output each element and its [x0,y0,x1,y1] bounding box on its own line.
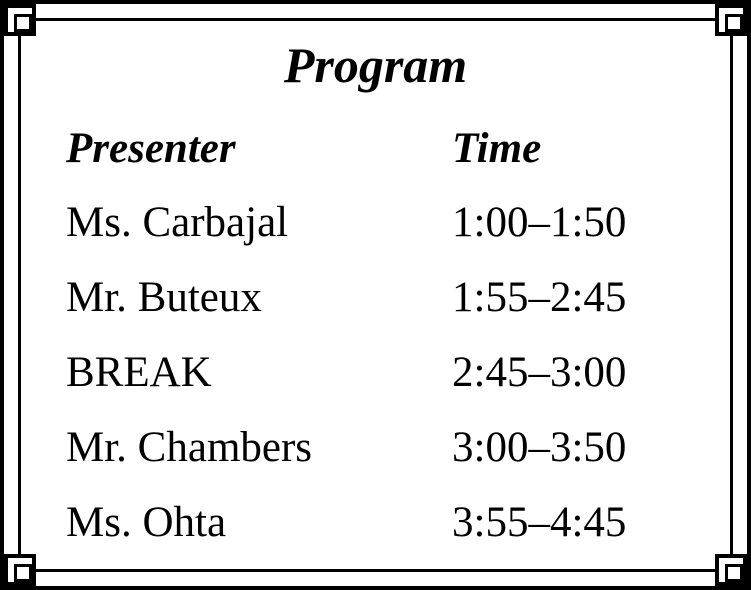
time-cell: 1:55–2:45 [452,274,627,321]
time-column-header: Time [452,125,542,172]
time-cell: 2:45–3:00 [452,349,627,396]
presenter-column-header: Presenter [66,125,236,172]
presenter-cell: Mr. Buteux [66,274,262,321]
presenter-cell: BREAK [66,349,212,396]
time-cell: 3:00–3:50 [452,424,627,471]
presenter-cell: Ms. Ohta [66,499,227,546]
time-cell: 3:55–4:45 [452,499,627,546]
time-cell: 1:00–1:50 [452,199,627,246]
presenter-cell: Mr. Chambers [66,424,313,471]
page-title: Program [283,37,468,93]
presenter-cell: Ms. Carbajal [66,199,289,246]
